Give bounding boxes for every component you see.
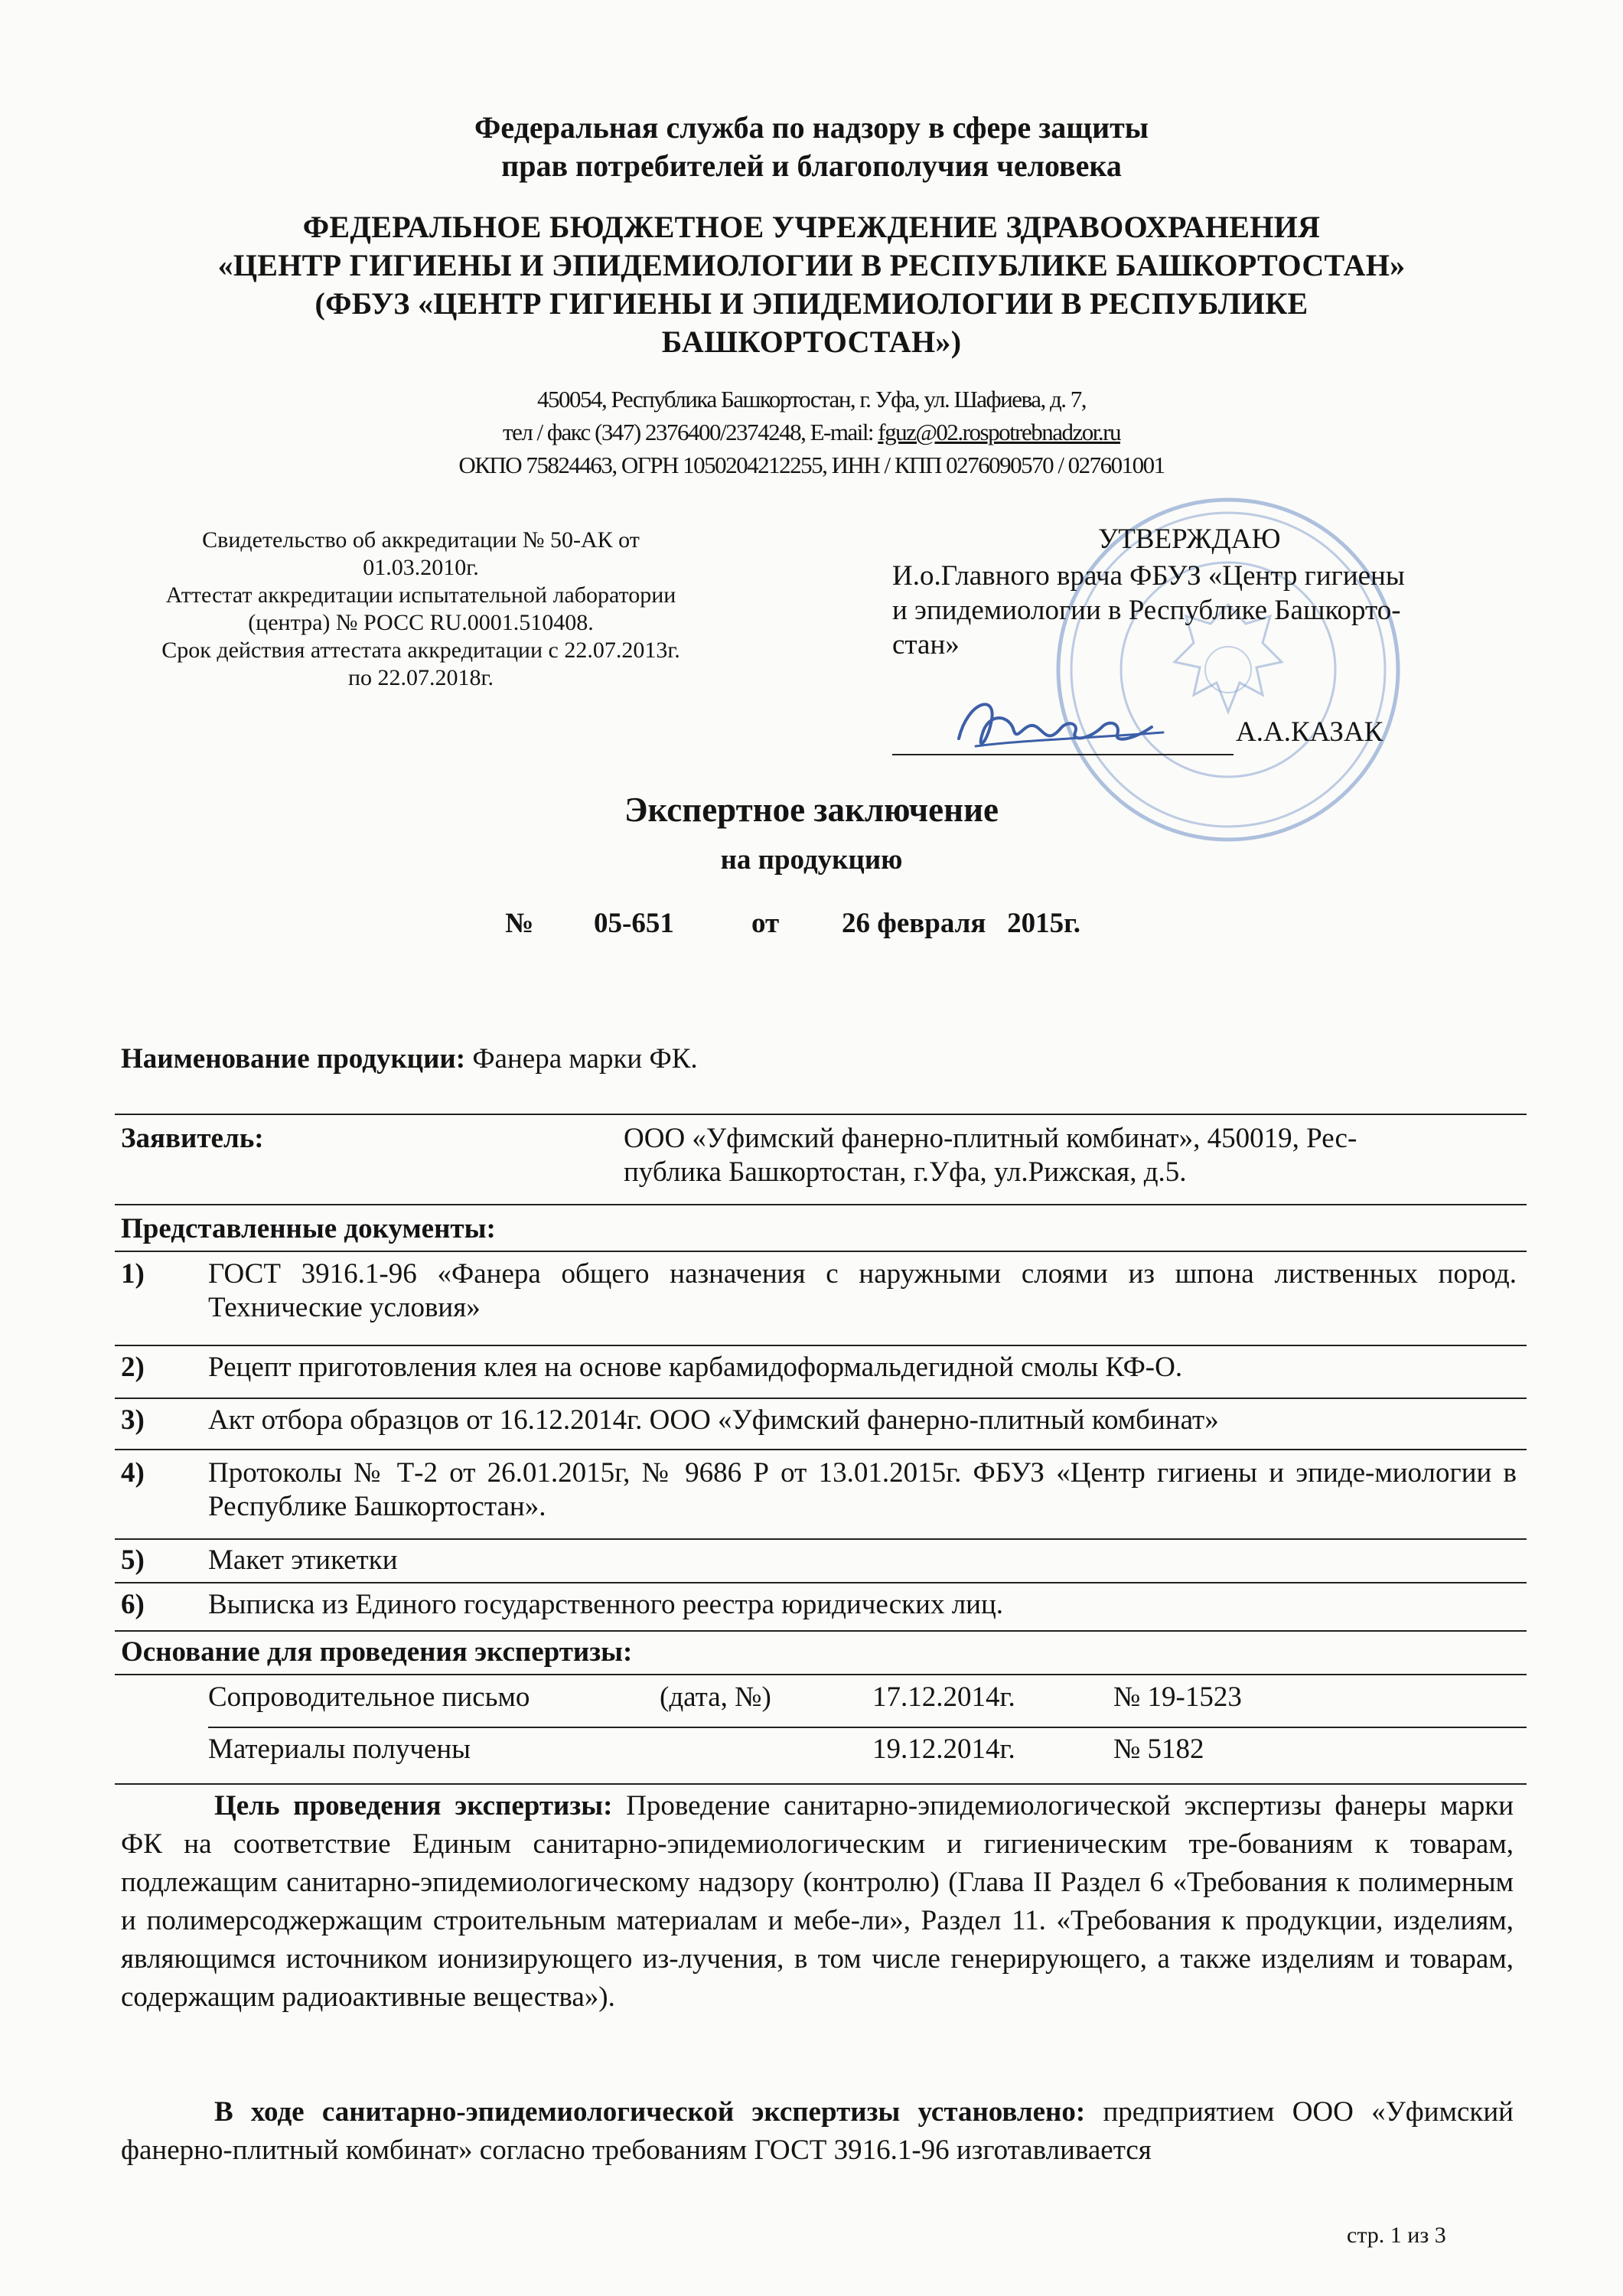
divider bbox=[115, 1251, 1527, 1252]
document-item: Макет этикетки bbox=[208, 1544, 398, 1576]
service-name-line-2: прав потребителей и благополучия человека bbox=[501, 148, 1122, 183]
approval-signer: А.А.КАЗАК bbox=[1236, 716, 1383, 748]
approval-line: и эпидемиологии в Республике Башкорто- bbox=[892, 595, 1401, 626]
findings-label: В ходе санитарно-эпидемиологической экспертизы установлено: bbox=[214, 2096, 1086, 2128]
document-item-number: 4) bbox=[121, 1457, 145, 1489]
cover-letter-date: 17.12.2014г. bbox=[872, 1681, 1015, 1713]
findings-paragraph bbox=[121, 2093, 1514, 2170]
org-name-line-1: ФЕДЕРАЛЬНОЕ БЮДЖЕТНОЕ УЧРЕЖДЕНИЕ ЗДРАВООХРАНЕНИЯ bbox=[302, 210, 1321, 244]
accreditation-line: Срок действия аттестата аккредитации с 22.07.2013г. bbox=[161, 638, 680, 663]
document-title: Экспертное заключение bbox=[624, 791, 999, 829]
accreditation-line: по 22.07.2018г. bbox=[348, 665, 494, 690]
purpose-label: Цель проведения экспертизы: bbox=[214, 1790, 613, 1821]
applicant-label: Заявитель: bbox=[121, 1123, 264, 1154]
divider bbox=[115, 1204, 1527, 1205]
materials-received-date: 19.12.2014г. bbox=[872, 1733, 1015, 1765]
divider bbox=[208, 1727, 1527, 1728]
service-name-line-1: Федеральная служба по надзору в сфере защиты bbox=[474, 110, 1149, 145]
approval-title: УТВЕРЖДАЮ bbox=[1098, 523, 1281, 555]
org-address: 450054, Республика Башкортостан, г. Уфа, ул. Шафиева, д. 7, bbox=[536, 386, 1086, 413]
number-sign: № bbox=[505, 908, 534, 939]
accreditation-line: (центра) № РОСС RU.0001.510408. bbox=[248, 610, 594, 635]
document-date: 26 февраля 2015г. bbox=[842, 908, 1081, 939]
page-number: стр. 1 из 3 bbox=[1347, 2223, 1446, 2248]
divider bbox=[115, 1345, 1527, 1346]
divider bbox=[115, 1449, 1527, 1450]
cover-letter-label: Сопроводительное письмо bbox=[208, 1681, 530, 1713]
approval-position bbox=[892, 559, 1504, 662]
document-item: Рецепт приготовления клея на основе карбамидоформальдегидной смолы КФ-О. bbox=[208, 1352, 1183, 1383]
approval-line: стан» bbox=[892, 629, 960, 660]
org-name-line-3: (ФБУЗ «ЦЕНТР ГИГИЕНЫ И ЭПИДЕМИОЛОГИИ В РЕСПУБЛИКЕ bbox=[314, 286, 1309, 321]
handwritten-signature-icon bbox=[945, 685, 1175, 769]
accreditation-block bbox=[115, 527, 727, 692]
documents-label: Представленные документы: bbox=[121, 1213, 496, 1244]
date-from-label: от bbox=[751, 908, 780, 939]
document-item-number: 2) bbox=[121, 1352, 145, 1383]
divider bbox=[115, 1114, 1527, 1115]
document-item-number: 6) bbox=[121, 1589, 145, 1620]
accreditation-line: Аттестат аккредитации испытательной лаборатории bbox=[165, 582, 676, 608]
signature-line bbox=[892, 754, 1234, 755]
product-value: Фанера марки ФК. bbox=[465, 1043, 698, 1075]
cover-letter-hint: (дата, №) bbox=[660, 1681, 771, 1713]
org-name-line-2: «ЦЕНТР ГИГИЕНЫ И ЭПИДЕМИОЛОГИИ В РЕСПУБЛИКЕ БАШКОРТОСТАН» bbox=[217, 248, 1406, 282]
approval-line: И.о.Главного врача ФБУЗ «Центр гигиены bbox=[892, 560, 1405, 592]
divider bbox=[115, 1582, 1527, 1583]
document-item: Акт отбора образцов от 16.12.2014г. ООО «Уфимский фанерно-плитный комбинат» bbox=[208, 1404, 1219, 1436]
materials-received-number: № 5182 bbox=[1113, 1733, 1204, 1765]
document-item: Выписка из Единого государственного реестра юридических лиц. bbox=[208, 1589, 1004, 1620]
divider bbox=[115, 1397, 1527, 1399]
applicant-value bbox=[624, 1122, 1519, 1189]
document-item-number: 1) bbox=[121, 1258, 145, 1290]
product-name bbox=[121, 1042, 698, 1075]
materials-received-label: Материалы получены bbox=[208, 1733, 471, 1765]
org-email-link[interactable]: fguz@02.rospotrebnadzor.ru bbox=[878, 419, 1120, 445]
document-item: ГОСТ 3916.1-96 «Фанера общего назначения с наружными слоями из шпона лиственных пород. Технические условия» bbox=[208, 1258, 1517, 1323]
divider bbox=[115, 1538, 1527, 1540]
divider bbox=[115, 1783, 1527, 1785]
document-number: 05-651 bbox=[594, 908, 674, 939]
findings-text: предприятием ООО «Уфимский фанерно-плитный комбинат» согласно требованиям ГОСТ 3916.1-96 изготавливается bbox=[121, 2096, 1514, 2166]
basis-label: Основание для проведения экспертизы: bbox=[121, 1636, 633, 1668]
accreditation-line: 01.03.2010г. bbox=[363, 555, 479, 580]
document-item-number: 3) bbox=[121, 1404, 145, 1436]
document-subtitle: на продукцию bbox=[720, 844, 903, 876]
org-contacts bbox=[0, 417, 1623, 448]
org-name-line-4: БАШКОРТОСТАН») bbox=[661, 325, 962, 359]
cover-letter-number: № 19-1523 bbox=[1113, 1681, 1242, 1713]
document-item-number: 5) bbox=[121, 1544, 145, 1576]
document-item: Протоколы № Т-2 от 26.01.2015г, № 9686 Р от 13.01.2015г. ФБУЗ «Центр гигиены и эпиде-миологии в Республике Башкортостан». bbox=[208, 1457, 1517, 1522]
org-phone: тел / факс (347) 2376400/2374248, E-mail: bbox=[503, 419, 878, 445]
purpose-paragraph bbox=[121, 1787, 1514, 2017]
product-label: Наименование продукции: bbox=[121, 1043, 466, 1075]
accreditation-line: Свидетельство об аккредитации № 50-АК от bbox=[202, 527, 640, 553]
purpose-text: Проведение санитарно-эпидемиологической экспертизы фанеры марки ФК на соответствие Единым санитарно-эпидемиологическим и гигиеническим тре-бованиям к товарам, подлежащим санитарно-эпидемиологическому надзору (контролю) (Глава II Раздел 6 «Требования к полимерным и полимерсоджержащим строительным материалам и мебе-ли», Раздел 11. «Требования к продукции, изделиям, являющимся источником ионизирующего из-лучения, в том числе генерирующего, а также изделиям и товарам, содержащим радиоактивные вещества»). bbox=[121, 1790, 1514, 2013]
org-codes: ОКПО 75824463, ОГРН 1050204212255, ИНН / КПП 0276090570 / 027601001 bbox=[458, 452, 1165, 478]
divider bbox=[115, 1630, 1527, 1632]
divider bbox=[115, 1674, 1527, 1675]
applicant-line: публика Башкортостан, г.Уфа, ул.Рижская, д.5. bbox=[624, 1156, 1187, 1188]
applicant-line: ООО «Уфимский фанерно-плитный комбинат», 450019, Рес- bbox=[624, 1123, 1357, 1154]
